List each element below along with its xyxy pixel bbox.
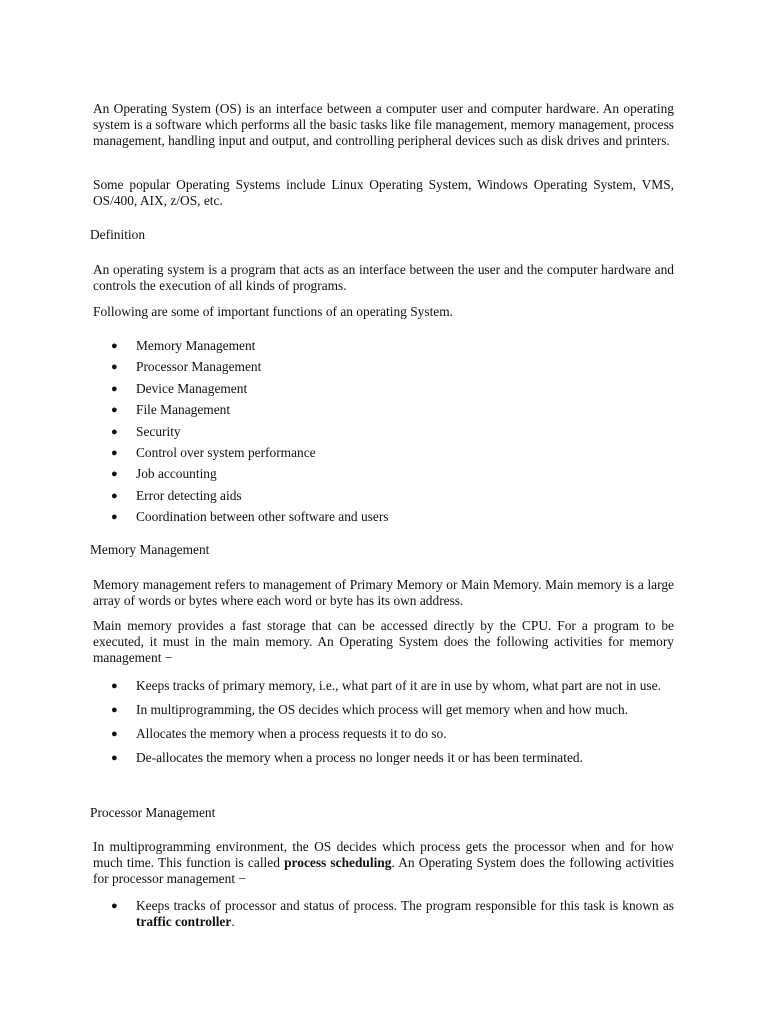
list-item-text: File Management: [136, 402, 231, 418]
bullet-icon: ●: [111, 900, 118, 912]
memory-heading: Memory Management: [90, 542, 210, 557]
list-item: [93, 488, 674, 509]
list-item: [93, 466, 674, 487]
bullet-icon: ●: [111, 511, 118, 524]
functions-intro: Following are some of important functions of an operating System.: [93, 304, 453, 319]
bullet-icon: ●: [111, 361, 118, 374]
memory-paragraph-1: Memory management refers to management of Primary Memory or Main Memory. Main memory is a large array of words or bytes where each word or byte has its own address.: [93, 577, 674, 608]
list-item: [93, 359, 674, 380]
traffic-text-1: Keeps tracks of processor and status of process. The program responsible for this task is known as: [136, 898, 674, 913]
list-item: [93, 402, 674, 423]
list-item: [93, 898, 674, 930]
list-item-text: Memory Management: [136, 338, 256, 353]
list-item-text: In multiprogramming, the OS decides which process will get memory when and how much.: [136, 702, 629, 717]
list-item: [93, 678, 674, 694]
bullet-icon: ●: [111, 382, 118, 395]
list-item-text: Coordination between other software and users: [136, 509, 389, 525]
processor-text-1: In multiprogramming environment, the OS decides which process gets the processor when and for how much time. This function is called: [93, 839, 674, 870]
list-item: [93, 381, 674, 402]
process-scheduling-term: process scheduling: [284, 855, 392, 870]
list-item: [93, 424, 674, 445]
bullet-icon: ●: [111, 489, 118, 502]
bullet-icon: ●: [111, 340, 118, 352]
processor-activities-list: [93, 898, 674, 938]
processor-paragraph: [93, 839, 674, 887]
bullet-icon: ●: [111, 404, 118, 417]
bullet-icon: ●: [111, 680, 118, 692]
list-item: [93, 702, 674, 718]
list-item-text: [136, 898, 674, 930]
traffic-text-2: .: [231, 914, 235, 929]
processor-text-2: . An Operating System does the following activities for processor management −: [93, 855, 674, 886]
bullet-icon: ●: [111, 446, 118, 459]
list-item: [93, 445, 674, 466]
bullet-icon: ●: [111, 468, 118, 481]
traffic-controller-term: traffic controller: [136, 914, 232, 929]
list-item-text: Keeps tracks of primary memory, i.e., what part of it are in use by whom, what part are not in use.: [136, 678, 661, 693]
definition-heading: Definition: [90, 227, 146, 242]
list-item: [93, 509, 674, 530]
list-item-text: Processor Management: [136, 359, 262, 375]
list-item: [93, 750, 674, 766]
intro-paragraph-2: Some popular Operating Systems include Linux Operating System, Windows Operating System, VMS, OS/400, AIX, z/OS, etc.: [93, 177, 674, 208]
definition-paragraph: An operating system is a program that acts as an interface between the user and the computer hardware and controls the execution of all kinds of programs.: [93, 262, 674, 293]
list-item-text: Job accounting: [136, 466, 217, 482]
list-item: [93, 726, 674, 742]
functions-list: [93, 338, 674, 531]
memory-activities-list: [93, 678, 674, 774]
list-item-text: De-allocates the memory when a process no longer needs it or has been terminated.: [136, 750, 583, 765]
bullet-icon: ●: [111, 704, 118, 716]
bullet-icon: ●: [111, 752, 118, 764]
intro-paragraph-1: An Operating System (OS) is an interface between a computer user and computer hardware. An operating system is a software which performs all the basic tasks like file management, memory management, process management, handling input and output, and controlling peripheral devices such as disk drives and printers.: [93, 101, 674, 148]
list-item-text: Security: [136, 423, 181, 439]
list-item-text: Device Management: [136, 380, 248, 396]
list-item-text: Error detecting aids: [136, 487, 242, 503]
processor-heading: Processor Management: [90, 805, 216, 820]
list-item: [93, 338, 674, 359]
bullet-icon: ●: [111, 425, 118, 438]
list-item-text: Allocates the memory when a process requests it to do so.: [136, 726, 447, 741]
list-item-text: Control over system performance: [136, 444, 316, 460]
memory-paragraph-2: Main memory provides a fast storage that can be accessed directly by the CPU. For a program to be executed, it must in the main memory. An Operating System does the following activities for memory management −: [93, 618, 674, 665]
bullet-icon: ●: [111, 728, 118, 740]
